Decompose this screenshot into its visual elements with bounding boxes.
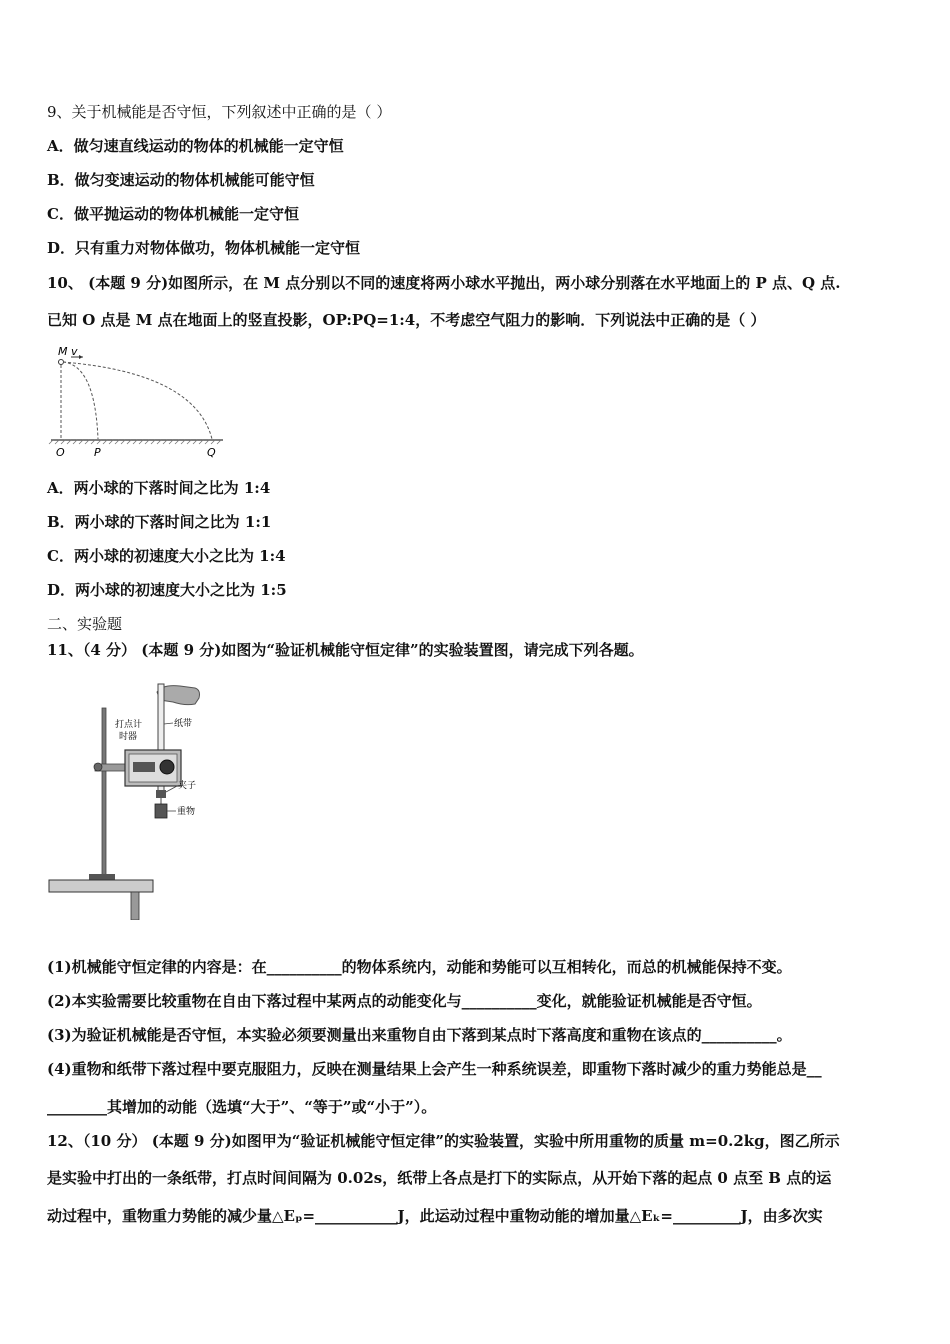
label-p: P (94, 446, 101, 459)
ground-hatching (49, 440, 221, 444)
q11-item-4-cont: ________其增加的动能（选填“大于”、“等于”或“小于”）。 (47, 1098, 437, 1116)
q9-stem: 9、关于机械能是否守恒，下列叙述中正确的是（ ） (47, 103, 392, 121)
q12-line3: 动过程中，重物重力势能的减少量△Eₚ=___________J，此运动过程中重物动能的增加量△Eₖ=_________J，由多次实 (47, 1207, 823, 1225)
q10-projectile-figure (45, 343, 230, 461)
stand-pole (102, 708, 106, 876)
launch-point (59, 360, 64, 365)
q10-stem-line1: 10、 (本题 9 分)如图所示，在 M 点分别以不同的速度将两小球水平抛出，两小球分别落在水平地面上的 P 点、Q 点. (47, 274, 841, 292)
q9-option-d: D．只有重力对物体做功，物体机械能一定守恒 (47, 239, 361, 257)
q9-option-a: A．做匀速直线运动的物体的机械能一定守恒 (47, 137, 344, 155)
q11-stem: 11、（4 分） (本题 9 分)如图为“验证机械能守恒定律”的实验装置图，请完成下列各题。 (47, 641, 644, 659)
q12-line2: 是实验中打出的一条纸带，打点时间间隔为 0.02s，纸带上各点是打下的实际点，从开始下落的起点 0 点至 B 点的运 (47, 1169, 832, 1187)
q10-option-d: D．两小球的初速度大小之比为 1:5 (47, 581, 287, 599)
label-q: Q (207, 446, 216, 459)
table-top (49, 880, 153, 892)
q11-item-4: (4)重物和纸带下落过程中要克服阻力，反映在测量结果上会产生一种系统误差，即重物下落时减少的重力势能总是__ (47, 1060, 822, 1078)
q10-option-a: A．两小球的下落时间之比为 1:4 (47, 479, 271, 497)
q11-item-2: (2)本实验需要比较重物在自由下落过程中某两点的动能变化与__________变化，就能验证机械能是否守恒。 (47, 992, 762, 1010)
label-clip: 夹子 (178, 781, 197, 791)
trajectory-short (63, 362, 98, 439)
label-v: v (71, 345, 78, 358)
stand-base (89, 874, 115, 880)
label-timer-2: 时器 (119, 732, 138, 742)
q12-line1: 12、（10 分） (本题 9 分)如图甲为“验证机械能守恒定律”的实验装置，实验中所用重物的质量 m=0.2kg，图乙所示 (47, 1132, 840, 1150)
q10-option-c: C．两小球的初速度大小之比为 1:4 (47, 547, 286, 565)
clip (156, 790, 166, 798)
q11-apparatus-figure (45, 680, 220, 920)
clamp-knob (94, 763, 102, 771)
q9-option-b: B．做匀变速运动的物体机械能可能守恒 (47, 171, 315, 189)
label-o: O (56, 446, 65, 459)
weight (155, 804, 167, 818)
q9-option-c: C．做平抛运动的物体机械能一定守恒 (47, 205, 299, 223)
q10-stem-line2: 已知 O 点是 M 点在地面上的竖直投影，OP:PQ=1:4，不考虑空气阻力的影响．下列说法中正确的是（ ） (47, 311, 766, 329)
label-tape: 纸带 (174, 719, 193, 729)
velocity-arrow-head (79, 355, 83, 359)
q11-item-1: (1)机械能守恒定律的内容是：在__________的物体系统内，动能和势能可以互相转化，而总的机械能保持不变。 (47, 958, 792, 976)
trajectory-long (63, 362, 212, 439)
q11-item-3: (3)为验证机械能是否守恒，本实验必须要测量出来重物自由下落到某点时下落高度和重物在该点的__________。 (47, 1026, 792, 1044)
table-leg (131, 892, 139, 920)
section-title: 二、实验题 (47, 615, 123, 633)
label-timer: 打点计 (115, 720, 143, 730)
q10-option-b: B．两小球的下落时间之比为 1:1 (47, 513, 272, 531)
label-m: M (58, 345, 68, 358)
label-weight: 重物 (177, 807, 196, 817)
